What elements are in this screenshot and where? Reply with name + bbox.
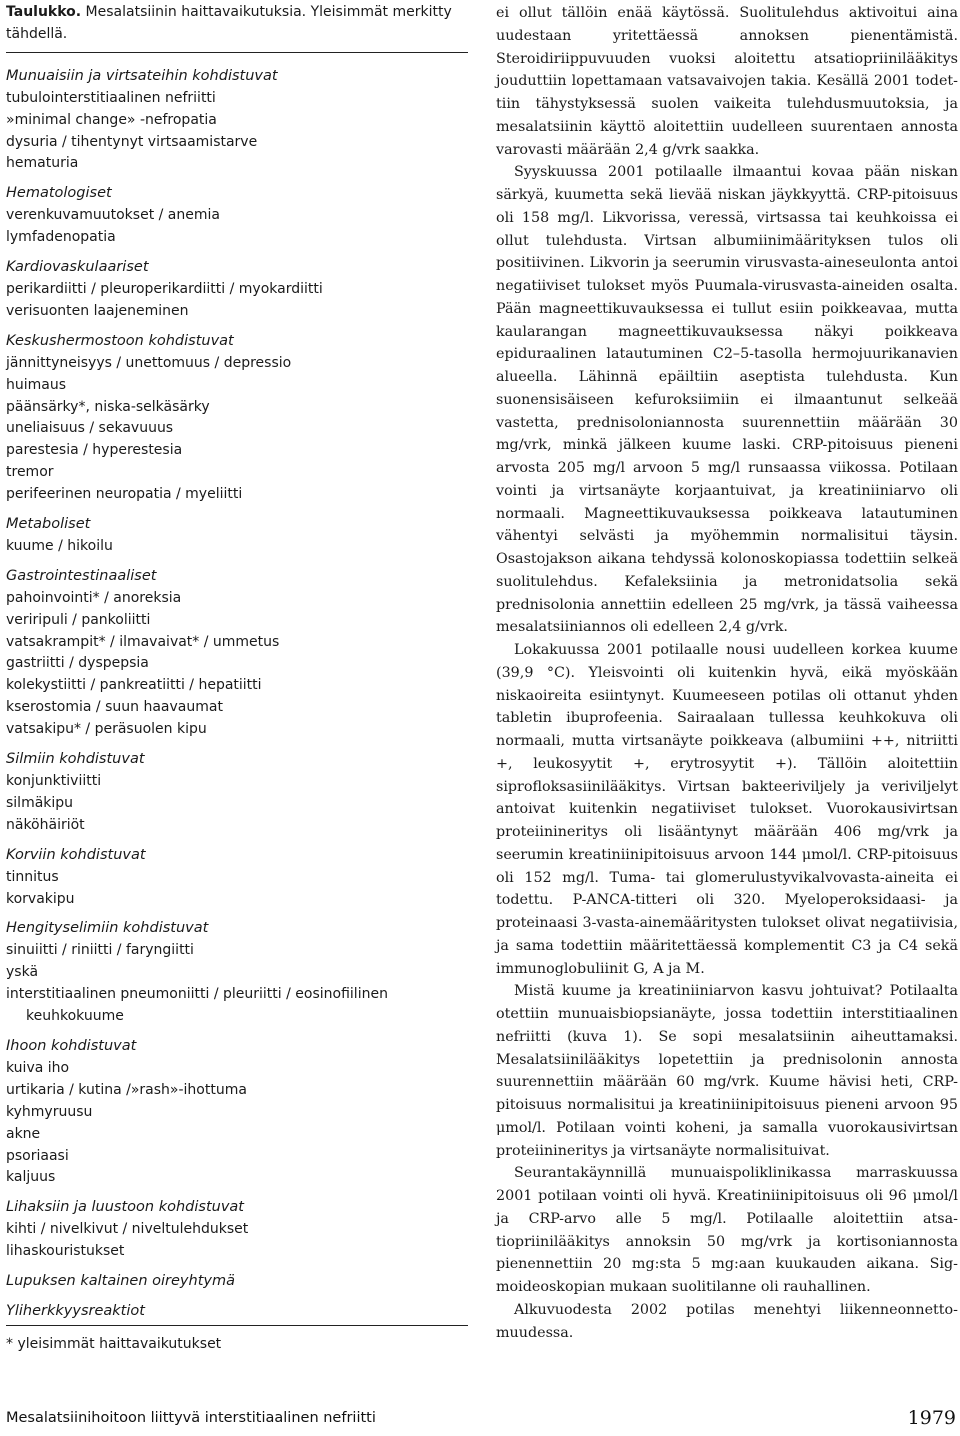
table-group — [6, 514, 468, 558]
table-group-title: Lupuksen kaltainen oireyhtymä — [6, 1273, 235, 1290]
table-item: hematuria — [6, 155, 79, 172]
table-group — [6, 1036, 468, 1189]
table-group-title: Hengityselimiin kohdistuvat — [6, 920, 209, 937]
table-item: korvakipu — [6, 890, 75, 907]
article-body — [496, 2, 958, 1344]
table-item: yskä — [6, 964, 39, 981]
table-item: vatsakipu* / peräsuolen kipu — [6, 721, 207, 738]
table-caption-text: Mesalatsiinin haittavaikutuksia. Yleisimmät merkitty tähdellä. — [6, 4, 452, 42]
table-group — [6, 257, 468, 323]
table-group — [6, 183, 468, 249]
adverse-effects-table — [6, 2, 468, 1356]
table-group-title: Keskushermostoon kohdistuvat — [6, 332, 234, 349]
table-item: jännittyneisyys / unettomuus / depressio — [6, 354, 292, 371]
table-item: sinuiitti / riniitti / faryngiitti — [6, 942, 194, 959]
table-group-title: Ihoon kohdistuvat — [6, 1037, 137, 1054]
table-item: lihaskouristukset — [6, 1243, 125, 1260]
table-item: uneliaisuus / sekavuuus — [6, 420, 174, 437]
article-paragraph: Syyskuussa 2001 potilaalle ilmaantui kovaa pään niskan särkyä, kuumetta sekä lievää niskan jäykkyyttä. CRP-pitoisuus oli 158 mg/l. Likvorissa, veressä, virtsassa tai keuhkoissa ei ollut tulehdusta. Virtsan albumiinimäärityksen tulos oli positiivinen. Likvorin ja seerumin virusvasta-aineseulonta antoi negatiiviset tulokset myös Puumala-virusvasta-aineiden osalta. Pään magneettikuvauksessa ei tullut esiin poikkeavaa, mutta kaularangan magneettikuvauksessa näkyi poikkeava epiduraalinen latautuminen C2–5-tasolla hermojuurikanavien alueella. Lähinnä epäiltiin aseptista tulehdusta. Kun suonensisäiseen kefuroksiimiin ei ilmaantunut selkeää vastetta, prednisoloniannosta suurennettiin määrään 30 mg/vrk, minkä jälkeen kuume laski. CRP-pitoisuus pieneni arvosta 205 mg/l arvoon 5 mg/l runsaassa viikossa. Potilaan vointi ja virtsanäyte korjaantuivat, ja kreatiniiniarvo oli normaali. Magneettikuvauksessa poikkeava latautuminen vähentyi selvästi ja myöhemmin normalisitui täysin. Osastojakson aikana tehdyssä kolonoskopiassa todettiin selkeä suolitulehdus. Kefaleksiinia ja metronidatsolia sekä prednisolonia annettiin edelleen 25 mg/vrk, ja tässä vaiheessa mesalatsiiniannos oli edelleen 2,4 g/vrk. — [496, 164, 958, 636]
article-paragraph: Alkuvuodesta 2002 potilas menehtyi liikenneonnettomuudessa. — [496, 1301, 958, 1341]
page-number: 1979 — [907, 1407, 956, 1429]
table-item: pahoinvointi* / anoreksia — [6, 589, 182, 606]
table-group-title: Korviin kohdistuvat — [6, 846, 146, 863]
table-item: verenkuvamuutokset / anemia — [6, 207, 220, 224]
table-item: akne — [6, 1125, 41, 1142]
table-caption — [6, 2, 468, 46]
table-group — [6, 66, 468, 176]
table-group-title: Kardiovaskulaariset — [6, 259, 149, 276]
table-group-title: Lihaksiin ja luustoon kohdistuvat — [6, 1199, 244, 1216]
table-item: keuhkokuume — [26, 1008, 124, 1025]
table-group — [6, 1197, 468, 1263]
table-groups — [6, 66, 468, 1323]
table-item: psoriaasi — [6, 1147, 69, 1164]
table-group — [6, 1301, 468, 1323]
table-group-title: Gastrointestinaaliset — [6, 567, 157, 584]
table-group-title: Yliherkkyysreaktiot — [6, 1302, 145, 1319]
table-item: verisuonten laajeneminen — [6, 302, 189, 319]
table-footnote: * yleisimmät haittavaikutukset — [6, 1335, 222, 1352]
table-group-title: Silmiin kohdistuvat — [6, 751, 145, 768]
table-item: kyhmyruusu — [6, 1103, 93, 1120]
table-caption-label: Taulukko. — [6, 4, 82, 20]
table-group — [6, 918, 468, 1028]
table-item: dysuria / tihentynyt virtsaamistarve — [6, 133, 258, 150]
table-item: »minimal change» -nefropatia — [6, 111, 217, 128]
table-bottom-rule — [6, 1325, 468, 1326]
article-paragraph: Seurantakäynnillä munuaispoliklinikassa marraskuussa 2001 potilaan vointi oli hyvä. Kreatiniinipitoisuus oli 96 μmol/l ja CRP-arvo alle 5 mg/l. Potilaalle aloitettiin atsatiopriinilääkitys annoksin 50 mg/vrk ja kortisoniannosta pienennettiin 20 mg:sta 5 mg:aan kuukauden aikana. Sigmoideoskopian mukaan suolitilanne oli rauhallinen. — [496, 1165, 958, 1295]
table-group-title: Metaboliset — [6, 516, 91, 533]
table-item: vatsakrampit* / ilmavaivat* / ummetus — [6, 633, 280, 650]
table-group-title: Hematologiset — [6, 185, 112, 202]
article-paragraph: Mistä kuume ja kreatiniiniarvon kasvu johtuivat? Potilaalta otettiin munuaisbiopsianäyte, jossa todettiin interstitiaalinen nefriitti (kuva 1). Se sopi mesalatsiinin aiheuttamaksi. Mesalatsiinilääkitys lopetettiin ja prednisolonin annosta suurennettiin määrään 60 mg/vrk. Kuume hävisi heti, CRP-pitoisuus normalisitui ja kreatiniinipitoisuus pieneni arvoon 95 μmol/l. Potilaan vointi koheni, ja samalla vuorokausivirtsan proteiinineritys ja virtsanäyte normalisituivat. — [496, 983, 958, 1159]
table-item: tinnitus — [6, 868, 59, 885]
table-item: konjunktiviitti — [6, 773, 102, 789]
table-group — [6, 749, 468, 837]
table-group — [6, 845, 468, 911]
table-item: veriripuli / pankoliitti — [6, 611, 151, 628]
running-footer-title: Mesalatsiinihoitoon liittyvä interstitiaalinen nefriitti — [6, 1410, 376, 1426]
table-item: tremor — [6, 464, 54, 481]
table-item: näköhäiriöt — [6, 816, 85, 833]
article-paragraph: Lokakuussa 2001 potilaalle nousi uudelleen korkea kuume (39,9 °C). Yleisvointi oli kuitenkin hyvä, eikä myöskään niskaoireita esiintynyt. Kuumeeseen potilas oli ottanut yhden tabletin ibuprofeenia. Sairaalaan tullessa keuhkokuva oli normaali, mutta virtsanäyte poikkeava (albumiini ++, nitriitti +, leukosyytit +, erytrosyytit +). Tällöin aloitettiin siprofloksasiinilääkitys. Virtsan bakteeriviljely ja veriviljelyt antoivat kuitenkin negatiiviset tulokset. Vuorokausivirtsan proteiinineritys oli lisääntynyt määrään 406 mg/vrk ja seerumin kreatiniinipitoisuus arvoon 144 μmol/l. CRP-pitoisuus oli 152 mg/l. Tuma- tai glomerulustyvikalvovasta-aineita ei todettu. P-ANCA-titteri oli 320. Myeloperoksidaasi- ja proteinaasi 3-vasta-ainemääritysten tulokset olivat negatiivisia, ja sama todettiin määritettäessä komplementit C3 ja C4 sekä immunoglobuliinit G, A ja M. — [496, 642, 958, 977]
table-top-rule — [6, 52, 468, 53]
table-group — [6, 1271, 468, 1293]
table-item: urtikaria / kutina /»rash»-ihottuma — [6, 1081, 247, 1098]
table-item: kihti / nivelkivut / niveltulehdukset — [6, 1221, 249, 1238]
table-item: kuiva iho — [6, 1059, 70, 1076]
table-item: kuume / hikoilu — [6, 537, 113, 554]
article-paragraph: ei ollut tällöin enää käytössä. Suolitulehdus aktivoitui aina uudestaan yritettäessä annoksen pienentämistä. Steroidiriippuvuuden vuoksi aloitettu atsatiopriinilääkitys jouduttiin lopettamaan vatsavaivojen takia. Kesällä 2001 todettiin tähystyksessä suolen vaikeita tulehdusmuutoksia, ja mesalatsiinin käyttö aloitettiin uudelleen suurentaen annosta varovasti määrään 2,4 g/vrk saakka. — [496, 5, 958, 158]
table-item: kolekystiitti / pankreatiitti / hepatiitti — [6, 677, 262, 694]
table-item: silmäkipu — [6, 794, 74, 811]
table-item: kserostomia / suun haavaumat — [6, 699, 223, 716]
table-group — [6, 566, 468, 741]
table-item: huimaus — [6, 376, 67, 393]
table-item: lymfadenopatia — [6, 229, 116, 246]
table-item: interstitiaalinen pneumoniitti / pleuriitti / eosinofiilinen — [6, 986, 388, 1003]
table-item: parestesia / hyperestesia — [6, 442, 183, 459]
table-group-title: Munuaisiin ja virtsateihin kohdistuvat — [6, 67, 278, 84]
table-item: perikardiitti / pleuroperikardiitti / myokardiitti — [6, 280, 323, 297]
table-group — [6, 331, 468, 506]
table-item: gastriitti / dyspepsia — [6, 655, 149, 672]
table-item: kaljuus — [6, 1169, 56, 1186]
table-item: tubulointerstitiaalinen nefriitti — [6, 89, 216, 106]
table-item: päänsärky*, niska-selkäsärky — [6, 398, 210, 415]
table-item: perifeerinen neuropatia / myeliitti — [6, 486, 243, 503]
